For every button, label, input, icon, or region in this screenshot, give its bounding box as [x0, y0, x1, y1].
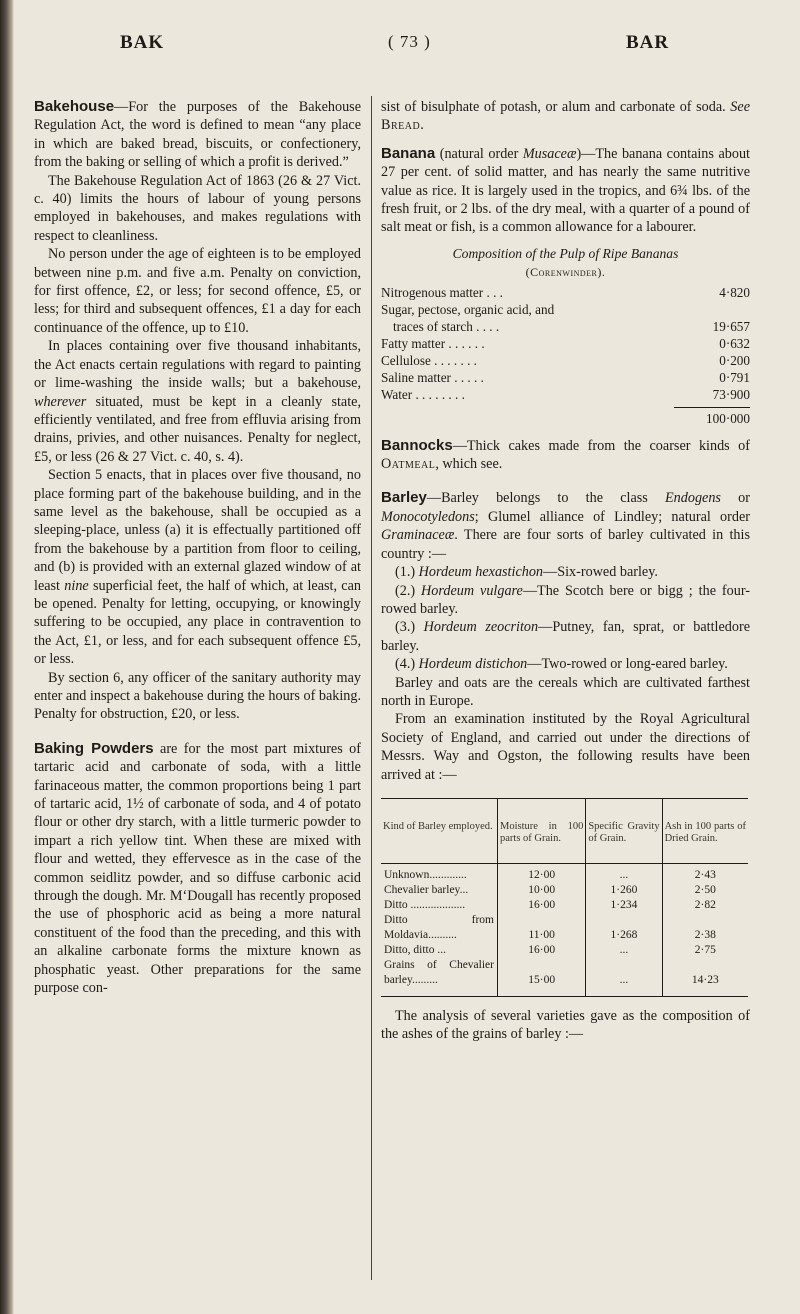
entry-bannocks: Bannocks—Thick cakes made from the coarser kinds of Oatmeal, which see. — [381, 436, 750, 473]
composition-row: Fatty matter . . . . . . 0·632 — [381, 335, 750, 351]
barley-table — [381, 798, 748, 997]
cross-reference: Bread — [381, 117, 421, 134]
composition-source: (Corenwinder). — [525, 265, 606, 280]
table-row: Ditto ................... 16·00 1·234 2·82 — [381, 898, 748, 913]
table-header: Moisture in 100 parts of Grain. — [498, 798, 586, 863]
column-divider — [371, 96, 372, 1280]
entry-bakehouse: Bakehouse—For the purposes of the Bakehouse Regulation Act, the word is defined to mean “any place in which are baked bread, biscuits, or confectionery, from the baking or selling of which a profit is derived.” — [34, 98, 361, 171]
right-column — [381, 98, 750, 1044]
paragraph: Section 5 enacts, that in places over five thousand, no place forming part of the bakehouse building, and in the same level as the bakehouse, shall be occupied as a sleeping-place, unless (a) it is effectually partitioned off from the bakehouse by a partition from floor to ceiling, and (b) is provided with an external glazed window of at least nine superficial feet, the half of which, at least, can be opened. Penalty for letting, occupying, or knowingly suffering to be occupied, any place in contravention to the Act, £1, or less, and for each subsequent offence £5, or less. — [34, 467, 361, 668]
composition-table — [381, 284, 750, 427]
table-row: Chevalier barley... 10·00 1·260 2·50 — [381, 883, 748, 898]
page-binding-edge — [0, 0, 14, 1314]
entry-heading: Bannocks — [381, 436, 453, 454]
table-header: Specific Gravity of Grain. — [586, 798, 662, 863]
table-row: Ditto from Moldavia.......... 11·00 1·268 2·38 — [381, 913, 748, 943]
left-column — [34, 98, 361, 998]
paragraph: The Bakehouse Regulation Act of 1863 (26 & 27 Vict. c. 40) limits the hours of labour of young persons employed in bakehouses, and makes regulations with respect to cleanliness. — [34, 172, 361, 244]
composition-row: Nitrogenous matter . . . 4·820 — [381, 284, 750, 300]
entry-baking-powders: Baking Powders are for the most part mixtures of tartaric acid and carbonate of soda, with a little farinaceous matter, the common proportions being 1 part of tartaric acid, 1½ of carbonate of soda, and 4 of potato flour or other dry starch, with a little turmeric powder to impart a rich yellow tint. When these are mixed with flour and wetted, they effervesce as in the case of the common seidlitz powder, and so diffuse carbonic acid through the dough. Mr. M‘Dougall has recently proposed the use of phosphoric acid as being a more natural constituent of the food than the preceding, and this with an alkaline carbonate forms the mixture known as phosphatic yeast. Other preparations for the same purpose con- — [34, 739, 361, 997]
entry-heading: Barley — [381, 489, 427, 507]
running-header-right: BAR — [626, 32, 670, 53]
entry-heading: Banana — [381, 144, 436, 162]
table-row: Grains of Chevalier barley......... 15·00 ... 14·23 — [381, 958, 748, 997]
composition-row: Saline matter . . . . . 0·791 — [381, 369, 750, 385]
page-number: ( 73 ) — [388, 32, 431, 51]
paragraph: From an examination instituted by the Royal Agricultural Society of England, and carried out under the directions of Messrs. Way and Ogston, the following results have been arrived at :— — [381, 711, 750, 783]
barley-sort: (4.) Hordeum distichon—Two-rowed or long-eared barley. — [395, 656, 728, 673]
paragraph: By section 6, any officer of the sanitary authority may enter and inspect a bakehouse during the hours of baking. Penalty for obstruction, £20, or less. — [34, 669, 362, 723]
table-header: Ash in 100 parts of Dried Grain. — [664, 820, 746, 844]
barley-sort: (3.) Hordeum zeocriton—Putney, fan, sprat, or battledore barley. — [381, 619, 750, 654]
paragraph: In places containing over five thousand inhabitants, the Act enacts certain regulations with regard to painting or lime-washing the inside walls; but a bakehouse, wherever situated, must be kept in a cleanly state, efficiently ventilated, and free from effluvia arising from drains, privies, and other nuisances. Penalty for neglect, £5, or less (26 & 27 Vict. c. 40, s. 4). — [34, 338, 361, 465]
composition-row: Water . . . . . . . . 73·900 — [381, 386, 750, 402]
barley-sort: (1.) Hordeum hexastichon—Six-rowed barley. — [395, 564, 658, 581]
table-header-row — [381, 798, 748, 863]
table-header: Kind of Barley employed. — [381, 798, 498, 863]
table-row: Unknown............. 12·00 ... 2·43 — [381, 863, 748, 883]
composition-row: traces of starch . . . . 19·657 — [393, 318, 750, 334]
composition-row: Cellulose . . . . . . . 0·200 — [381, 352, 750, 368]
running-header-left: BAK — [120, 32, 165, 53]
paragraph: Barley and oats are the cereals which are cultivated farthest north in Europe. — [381, 674, 750, 709]
entry-heading: Bakehouse — [34, 98, 115, 115]
entry-banana: Banana (natural order Musaceæ)—The banana contains about 27 per cent. of solid matter, and has nearly the same nutritive value as rice. It is largely used in the tropics, and 6¾ lbs. of the fresh fruit, or 2 lbs. of the dry meal, with a quarter of a pound of salt meat or fish, is a common allowance for a labourer. — [381, 144, 750, 236]
entry-heading: Baking Powders — [34, 739, 154, 757]
composition-title: Composition of the Pulp of Ripe Bananas — [452, 245, 679, 261]
cross-reference: Oatmeal — [381, 456, 436, 473]
paragraph: The analysis of several varieties gave as the composition of the ashes of the grains of barley :— — [381, 1007, 750, 1043]
paragraph: No person under the age of eighteen is to be employed between nine p.m. and five a.m. Penalty on conviction, for first offence, £2, or less; for second offence, £5, or less; for third and subsequent offences, £1 a day for each continuance of the offence, up to £10. — [34, 246, 361, 336]
composition-total: 100·000 — [381, 403, 750, 427]
entry-barley: Barley—Barley belongs to the class Endogens or Monocotyledons; Glumel alliance of Lindley; natural order Graminaceæ. There are four sorts of barley cultivated in this country :— — [381, 489, 750, 562]
table-row: Ditto, ditto ... 16·00 ... 2·75 — [381, 943, 748, 958]
paragraph: sist of bisulphate of potash, or alum and carbonate of soda. See Bread. — [381, 99, 750, 134]
composition-row: Sugar, pectose, organic acid, and — [381, 301, 555, 317]
barley-sort: (2.) Hordeum vulgare—The Scotch bere or bigg ; the four-rowed barley. — [381, 582, 750, 617]
